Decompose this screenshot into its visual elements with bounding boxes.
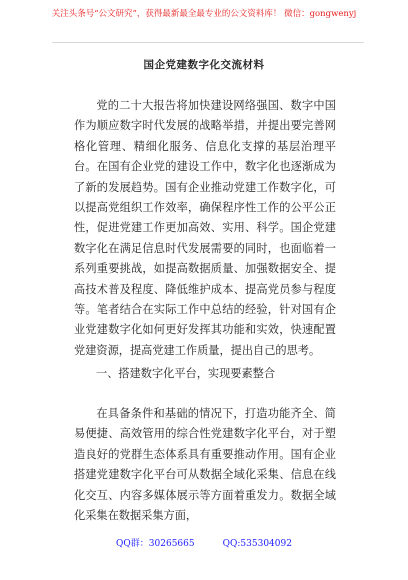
header-notice-text: 关注头条号“公文研究”，获得最新最全最专业的公文资料库！ 微信：gongwenyj	[51, 9, 357, 19]
footer-qq: QQ:535304092	[222, 539, 292, 549]
body-paragraph-1: 党的二十大报告将加快建设网络强国、数字中国作为顺应数字时代发展的战略举措，并提出要完善网格化管理、精细化服务、信息化支撑的基层治理平台。在国有企业党的建设工作中，数字化也逐渐成为了新的发展趋势。国有企业推动党建工作数字化，可以提高党组织工作效率，确保程序性工作的公平公正性，促进党建工作更加高效、实用、科学。国企党建数字化在满足信息时代发展需要的同时，也面临着一系列重要挑战，如提高数据质量、加强数据安全、提高技术普及程度、降低维护成本、提高党员参与程度等。笔者结合在实际工作中总结的经验，针对国有企业党建数字化如何更好发挥其功能和实效，快速配置党建资源，提高党建工作质量，提出自己的思考。	[74, 99, 336, 357]
page-header-notice	[0, 8, 408, 20]
body-paragraph-2: 在具备条件和基础的情况下，打造功能齐全、简易便捷、高效管用的综合性党建数字化平台，对于塑造良好的党群生态体系具有重要推动作用。国有企业搭建党建数字化平台可从数据全域化采集、信息在线化交互、内容多媒体展示等方面着重发力。数据全域化采集在数据采集方面，	[74, 407, 336, 523]
document-title: 国企党建数字化交流材料	[143, 59, 265, 71]
footer-qq-group: QQ群：30265665	[116, 539, 195, 549]
header-divider	[52, 42, 364, 43]
section-heading-1: 一、搭建数字化平台，实现要素整合	[96, 367, 276, 380]
page-footer	[0, 538, 408, 550]
